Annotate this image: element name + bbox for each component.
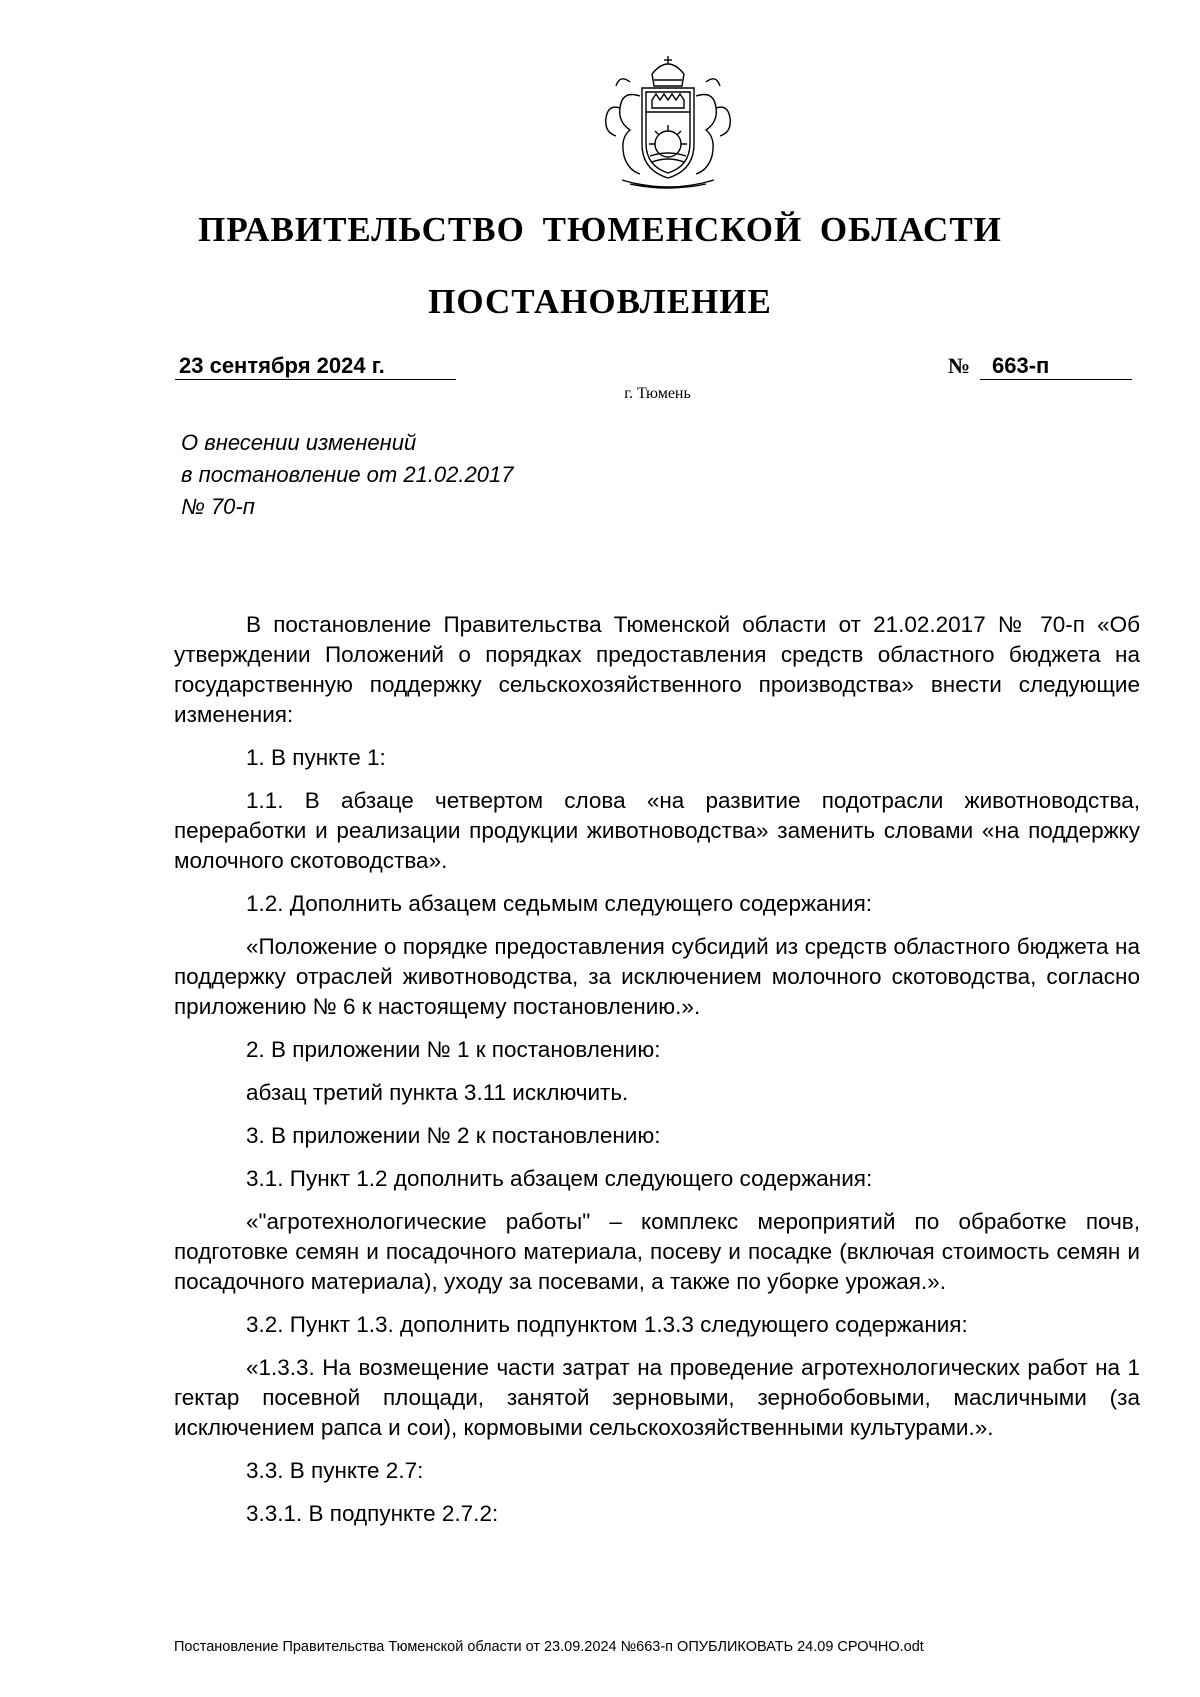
- body-paragraph: 1.1. В абзаце четвертом слова «на развитие подотрасли животноводства, переработки и реализации продукции животноводства» заменить словами «на поддержку молочного скотоводства».: [174, 788, 1140, 873]
- body-paragraph: абзац третий пункта 3.11 исключить.: [246, 1080, 629, 1105]
- body-paragraph: В постановление Правительства Тюменской области от 21.02.2017 № 70-п «Об утверждении Положений о порядках предоставления средств областного бюджета на государственную поддержку сельскохозяйственного производства» внести следующие изменения:: [174, 612, 1140, 727]
- body-paragraph: «Положение о порядке предоставления субсидий из средств областного бюджета на поддержку отраслей животноводства, за исключением молочного скотоводства, согласно приложению № 6 к настоящему постановлению.».: [174, 934, 1140, 1019]
- number-sign: №: [948, 353, 971, 378]
- body-paragraph: 1. В пункте 1:: [246, 745, 386, 770]
- document-date: 23 сентября 2024 г.: [175, 353, 456, 380]
- document-number: 663-п: [980, 353, 1132, 380]
- body-paragraph: 3. В приложении № 2 к постановлению:: [246, 1123, 661, 1148]
- document-footer: Постановление Правительства Тюменской области от 23.09.2024 №663-п ОПУБЛИКОВАТЬ 24.09 СРОЧНО.odt: [174, 1639, 924, 1655]
- coat-of-arms-icon: [590, 52, 746, 194]
- organization-title: ПРАВИТЕЛЬСТВО ТЮМЕНСКОЙ ОБЛАСТИ: [198, 210, 1002, 249]
- document-type-title: ПОСТАНОВЛЕНИЕ: [428, 282, 772, 321]
- body-paragraph: 1.2. Дополнить абзацем седьмым следующего содержания:: [246, 891, 873, 916]
- body-paragraph: 3.3. В пункте 2.7:: [246, 1458, 424, 1483]
- body-paragraph: «"агротехнологические работы" – комплекс мероприятий по обработке почв, подготовке семян и посадочного материала, посеву и посадке (включая стоимость семян и посадочного материала), уходу за посевами, а также по уборке урожая.».: [174, 1209, 1140, 1294]
- document-body: [174, 610, 1140, 1542]
- subject-line: № 70-п: [181, 494, 255, 519]
- body-paragraph: 2. В приложении № 1 к постановлению:: [246, 1037, 661, 1062]
- body-paragraph: 3.2. Пункт 1.3. дополнить подпунктом 1.3.3 следующего содержания:: [246, 1312, 968, 1337]
- body-paragraph: 3.3.1. В подпункте 2.7.2:: [246, 1501, 499, 1526]
- document-subject: [181, 427, 631, 523]
- body-paragraph: 3.1. Пункт 1.2 дополнить абзацем следующего содержания:: [246, 1166, 873, 1191]
- document-city: г. Тюмень: [624, 385, 691, 402]
- subject-line: в постановление от 21.02.2017: [181, 462, 514, 487]
- subject-line: О внесении изменений: [181, 430, 417, 455]
- body-paragraph: «1.3.3. На возмещение части затрат на проведение агротехнологических работ на 1 гектар посевной площади, занятой зерновыми, зернобобовыми, масличными (за исключением рапса и сои), кормовыми сельскохозяйственными культурами.».: [174, 1355, 1140, 1440]
